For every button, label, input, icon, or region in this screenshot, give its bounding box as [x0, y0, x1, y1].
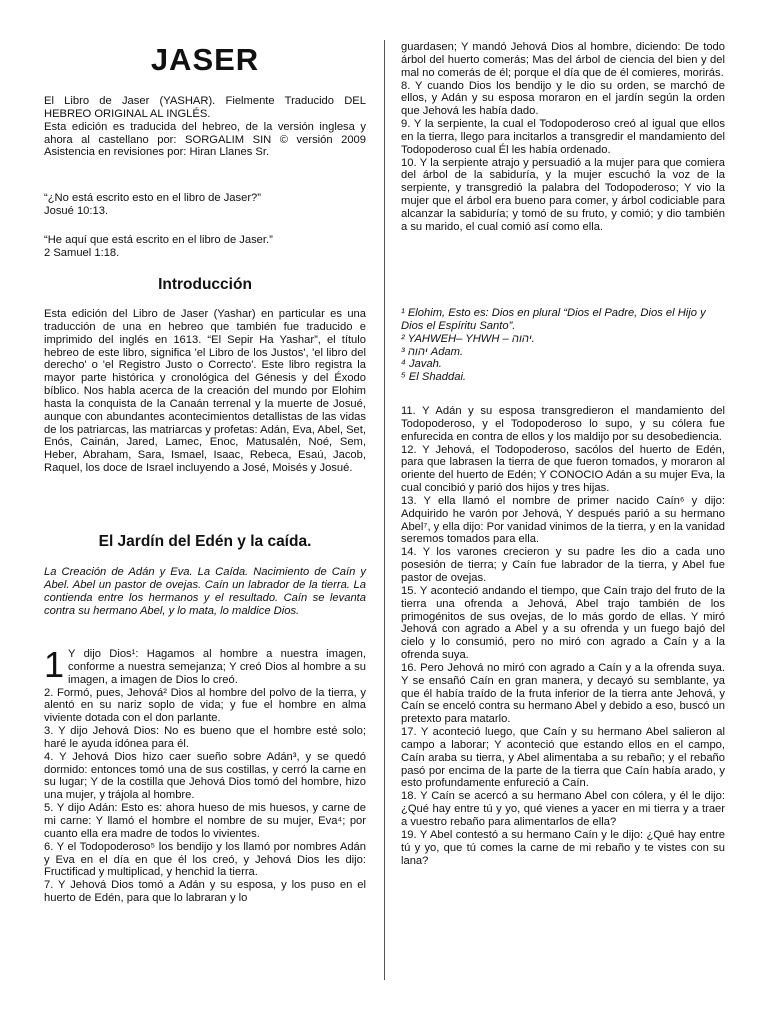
verse-13: 13. Y ella llamó el nombre de primer nacido Caín⁶ y dijo: Adquirido he varón por Jehová, Y después parió a su hermano Abel⁷, y ella dijo: Por vanidad vinimos de la tierra, y en la vanidad seremos tomados para ella.: [401, 494, 725, 546]
quote-josue: [44, 192, 366, 218]
footnote: ¹ Elohim, Esto es: Dios en plural “Dios el Padre, Dios el Hijo y Dios el Espíritu Santo”.: [401, 307, 706, 332]
footnote: ² YAHWEH– YHWH – יהוה.: [401, 332, 535, 345]
chapter-summary-block: [44, 566, 366, 617]
verse-1: [44, 644, 366, 687]
verse-16: 16. Pero Jehová no miró con agrado a Caín y a la ofrenda suya. Y se ensañó Caín en gran manera, y decayó su semblante, ya que él había traído de la fruta inferior de la tierra ante Jehová, y Caín se enceló contra su hermano Abel y debido a eso, buscó un pretexto para matarlo.: [401, 661, 725, 726]
verse-7: 7. Y Jehová Dios tomó a Adán y su esposa, y los puso en el huerto de Edén, para que lo labraran y lo: [44, 879, 366, 905]
chapter-heading: El Jardín del Edén y la caída.: [98, 533, 312, 550]
document-title: JASER: [150, 42, 260, 77]
verse-11: 11. Y Adán y su esposa transgredieron el mandamiento del Todopoderoso, y el Todopoderoso lo supo, y su cólera fue enfurecida en contra de ellos y los maldijo por su desobediencia.: [401, 405, 725, 443]
quote-samuel-text: “He aquí que está escrito en el libro de Jaser.”: [44, 234, 273, 246]
verse-17: 17. Y aconteció luego, que Caín y su hermano Abel salieron al campo a laborar; Y aconteció que estando ellos en el campo, Caín araba su tierra, y Abel alimentaba a su rebaño; y el rebaño pasó por encima de la parte de la tierra que Caín había arado, y esto profundamente enfureció a Caín.: [401, 726, 725, 790]
verse-3: 3. Y dijo Jehová Dios: No es bueno que el hombre esté solo; haré le ayuda idónea para él.: [44, 725, 366, 750]
column-divider: [384, 40, 385, 980]
verse-15: 15. Y aconteció andando el tiempo, que Caín trajo del fruto de la tierra una ofrenda a Jehová, Abel trajo también de los primogénitos de sus ovejas, de lo más gordo de ellas. Y miró Jehová con agrado a Abel y a su ofrenda y un fuego bajó del cielo y lo consumió, pero no miró con agrado a Caín y a la ofrenda suya.: [401, 584, 725, 662]
intro-body: Esta edición del Libro de Jaser (Yashar) en particular es una traducción de una en hebreo que también fue traducido e imprimido del inglés en 1613. “El Sepir Ha Yashar”, el título hebreo de este libro, significa 'el Libro de los Justos', 'el libro del derecho' o 'el Registro Justo o Correcto'. Este libro registra la mayor parte histórica y cronológica del Génesis y del Éxodo bíblico. Nos habla acerca de la creación del mundo por Elohim hasta la conquista de la Canaán terrenal y la muerte de Josué, aunque con abundantes acontecimientos detallistas de las vidas de los patriarcas, las matriarcas y profetas: Adán, Eva, Abel, Set, Enós, Cainán, Jared, Lamec, Enoc, Matusalén, Noé, Sem, Heber, Abraham, Sara, Ismael, Isaac, Rebeca, Esaú, Jacob, Raquel, los doce de Israel incluyendo a José, Moisés y Josué.: [44, 308, 366, 475]
verse-5: 5. Y dijo Adán: Esto es: ahora hueso de mis huesos, y carne de mi carne: Y llamó el hombre el nombre de su mujer, Eva⁴; por cuanto ella era madre de todos lo vivientes.: [44, 802, 366, 840]
verse-9: 9. Y la serpiente, la cual el Todopoderoso creó al igual que ellos en la tierra, llego para incitarlos a transgredir el mandamiento del Todopoderoso cual Él les había ordenado.: [401, 118, 725, 156]
footnote: ⁵ El Shaddai.: [401, 371, 467, 384]
verse-14: 14. Y los varones crecieron y su padre les dio a cada uno posesión de tierra; y Caín fue labrador de la tierra, y Abel fue pastor de ovejas.: [401, 546, 725, 584]
chapter-summary: La Creación de Adán y Eva. La Caída. Nacimiento de Caín y Abel. Abel un pastor de ovejas. Caín un labrador de la tierra. La contienda entre los hermanos y el resultado. Caín se levanta contra su hermano Abel, y lo mata, lo maldice Dios.: [44, 566, 366, 617]
verse-1-text: Y dijo Dios¹: Hagamos al hombre a nuestra imagen, conforme a nuestra semejanza; Y creó Dios al hombre a su imagen, a imagen de Dios lo creó.: [68, 648, 366, 686]
front-matter: [44, 95, 366, 159]
intro-paragraph: El Libro de Jaser (YASHAR). Fielmente Traducido DEL HEBREO ORIGINAL AL INGLÉS.: [44, 95, 366, 120]
quote-samuel-ref: 2 Samuel 1:18.: [44, 246, 120, 259]
intro-heading: Introducción: [158, 276, 252, 293]
footnote: ⁴ Javah.: [401, 358, 442, 371]
intro-body-block: [44, 308, 366, 475]
verse-6: 6. Y el Todopoderoso⁵ los bendijo y los llamó por nombres Adán y Eva en el día en que él los creó, y Jehová Dios les dijo: Fructificad y multiplicad, y henchid la tierra.: [44, 840, 366, 879]
quote-josue-ref: Josué 10:13.: [44, 204, 109, 217]
edition-paragraph: Esta edición es traducida del hebreo, de la versión inglesa y ahora al castellano por: SORGALIM SIN © versión 2009 Asistencia en revisiones por: Hiran Llanes Sr.: [44, 120, 366, 159]
dropcap-chapter-number: 1: [44, 644, 65, 685]
verse-19: 19. Y Abel contestó a su hermano Caín y le dijo: ¿Qué hay entre tú y yo, que tú comes la carne de mi rebaño y te vistes con su lana?: [401, 828, 725, 867]
verse-12: 12. Y Jehová, el Todopoderoso, sacólos del huerto de Edén, para que labrasen la tierra de que fueron tomados, y moraron al oriente del huerto de Edén; Y CONOCIO Adán a su mujer Eva, la cual concibió y parió dos hijos y tres hijas.: [401, 443, 725, 495]
verse-10: 10. Y la serpiente atrajo y persuadió a la mujer para que comiera del árbol de la sabiduría, y la mujer escuchó la voz de la serpiente, y transgredió la palabra del Todopoderoso; Y vio la mujer que el árbol era bueno para comer, y árbol codiciable para alcanzar la sabiduría; y tomó de su fruto, y comió; y dio también a su marido, el cual comió así como ella.: [401, 156, 725, 233]
verse-2: 2. Formó, pues, Jehová² Dios al hombre del polvo de la tierra, y alentó en su nariz soplo de vida; y fue el hombre en alma viviente dotada con el don parlante.: [44, 686, 366, 725]
verse-18: 18. Y Caín se acercó a su hermano Abel con cólera, y él le dijo: ¿Qué hay entre tú y yo, qué vienes a yacer en mi tierra y a traer a vuestro rebaño para alimentarlos de ella?: [401, 790, 725, 828]
verse-7-continued: guardasen; Y mandó Jehová Dios al hombre, diciendo: De todo árbol del huerto comerás; Mas del árbol de ciencia del bien y del mal no comerás de él; porque el día que de él comieres, morirás.: [401, 41, 725, 79]
verses-right-top: [401, 41, 725, 234]
footnotes: [401, 307, 725, 384]
quote-josue-text: “¿No está escrito esto en el libro de Jaser?”: [44, 192, 262, 204]
verse-4: 4. Y Jehová Dios hizo caer sueño sobre Adán³, y se quedó dormido: entonces tomó una de sus costillas, y cerró la carne en su lugar; Y de la costilla que Jehová Dios tomó del hombre, hizo una mujer, y trájola al hombre.: [44, 750, 366, 802]
verses-right-bottom: [401, 405, 725, 867]
verse-8: 8. Y cuando Dios los bendijo y le dio su orden, se marchó de ellos, y Adán y su esposa moraron en el jardín según la orden que Jehová les había dado.: [401, 79, 725, 118]
verses-left: [44, 644, 366, 905]
footnote: ³ יהוה Adam.: [401, 345, 464, 358]
quote-samuel: [44, 234, 366, 260]
